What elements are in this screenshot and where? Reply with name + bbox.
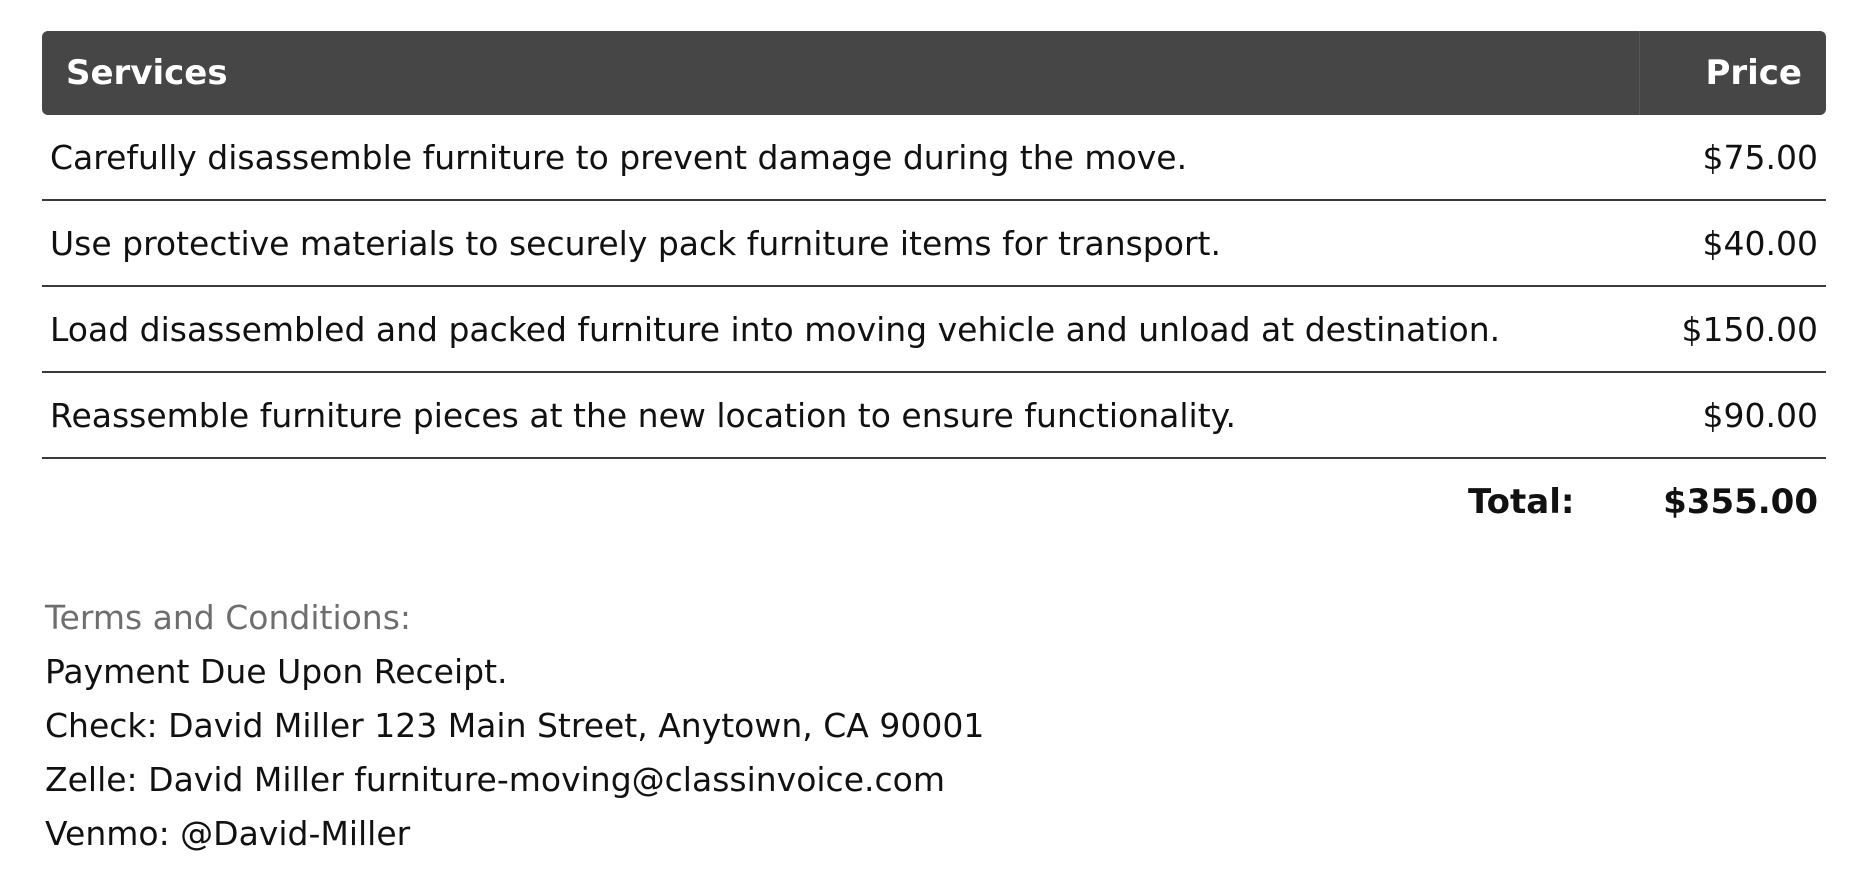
service-price: $75.00 (1702, 137, 1818, 177)
service-description: Load disassembled and packed furniture into moving vehicle and unload at destination. (50, 309, 1501, 349)
invoice (42, 31, 1826, 861)
header-price: Price (1639, 31, 1826, 115)
service-description: Use protective materials to securely pack furniture items for transport. (50, 223, 1221, 263)
services-table (42, 31, 1826, 545)
table-row (42, 373, 1826, 459)
table-row (42, 201, 1826, 287)
terms-check: Check: David Miller 123 Main Street, Anytown, CA 90001 (45, 706, 985, 745)
total-value: $355.00 (1663, 482, 1818, 522)
terms-venmo: Venmo: @David-Miller (45, 814, 411, 853)
terms-zelle: Zelle: David Miller furniture-moving@classinvoice.com (45, 760, 945, 799)
table-row (42, 287, 1826, 373)
header-services: Services (66, 53, 228, 93)
terms-title: Terms and Conditions: (45, 598, 412, 637)
service-price: $150.00 (1681, 309, 1818, 349)
service-description: Carefully disassemble furniture to prevent damage during the move. (50, 137, 1188, 177)
terms-payment-due: Payment Due Upon Receipt. (45, 652, 508, 691)
terms-section (42, 591, 1826, 861)
total-label: Total: (1468, 482, 1575, 522)
service-price: $90.00 (1702, 395, 1818, 435)
total-row (42, 459, 1826, 545)
service-price: $40.00 (1702, 223, 1818, 263)
service-description: Reassemble furniture pieces at the new location to ensure functionality. (50, 395, 1236, 435)
table-header (42, 31, 1826, 115)
table-row (42, 115, 1826, 201)
